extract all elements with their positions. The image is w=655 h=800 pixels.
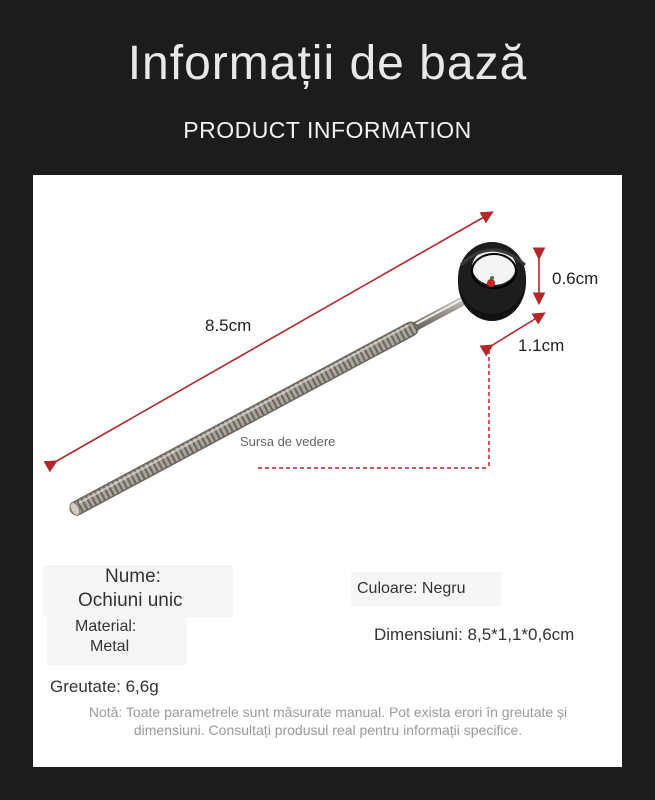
material-value: Metal xyxy=(90,638,130,655)
page-title: Informații de bază xyxy=(127,37,528,90)
product-card xyxy=(33,175,622,767)
page-subtitle: PRODUCT INFORMATION xyxy=(183,117,472,143)
length-dimension-line xyxy=(55,213,491,462)
threaded-rod xyxy=(68,325,411,517)
color-value: Culoare: Negru xyxy=(357,580,466,597)
material-label: Material: xyxy=(75,618,137,635)
source-label: Sursa de vedere xyxy=(240,434,336,449)
name-label: Nume: xyxy=(105,566,161,587)
weight-value: Greutate: 6,6g xyxy=(50,677,159,696)
name-value: Ochiuni unic xyxy=(78,590,183,611)
peep-ring xyxy=(458,242,526,321)
red-dot xyxy=(487,279,495,287)
width-label: 1.1cm xyxy=(518,336,565,355)
sight-line xyxy=(258,350,489,468)
disclaimer-note: Notă: Toate parametrele sunt măsurate manual. Pot exista erori în greutate și dimensiuni. Consultați produsul real pentru informații specifice. xyxy=(88,704,568,738)
height-label: 0.6cm xyxy=(552,269,599,288)
length-label: 8.5cm xyxy=(205,316,252,335)
dimensions-value: Dimensiuni: 8,5*1,1*0,6cm xyxy=(374,625,575,644)
